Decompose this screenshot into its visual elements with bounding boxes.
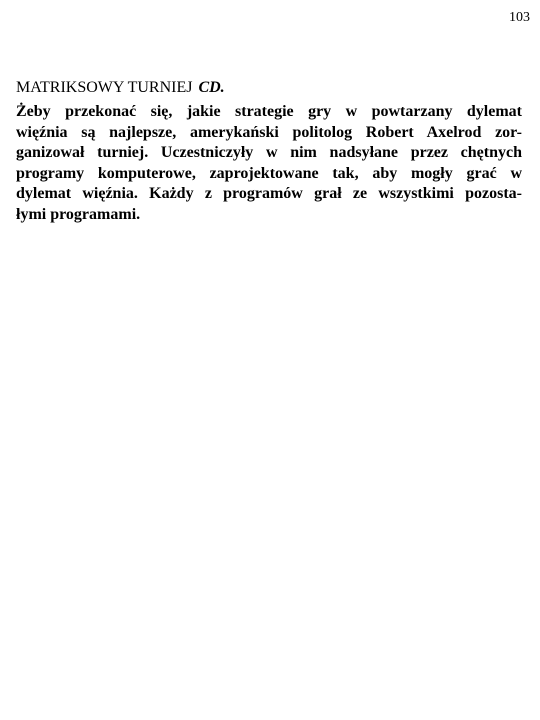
section-heading — [16, 79, 225, 97]
paragraph-line: łymi programami. — [16, 205, 141, 223]
paragraph-line: Żeby przekonać się, jakie strategie gry w powtarzany dylemat — [16, 103, 522, 120]
paragraph-line: ganizował turniej. Uczestniczyły w nim nadsyłane przez chętnych — [16, 144, 522, 161]
paragraph-line: programy komputerowe, zaprojektowane tak, aby mogły grać w — [16, 164, 522, 182]
body-paragraph — [16, 102, 522, 225]
page-number: 103 — [509, 10, 530, 25]
heading-continuation: CD. — [198, 79, 225, 96]
heading-title: MATRIKSOWY TURNIEJ — [16, 79, 193, 96]
paragraph-line: więźnia są najlepsze, amerykański politolog Robert Axelrod zor- — [16, 123, 522, 141]
paragraph-line: dylemat więźnia. Każdy z programów grał ze wszystkimi pozosta- — [16, 185, 522, 202]
